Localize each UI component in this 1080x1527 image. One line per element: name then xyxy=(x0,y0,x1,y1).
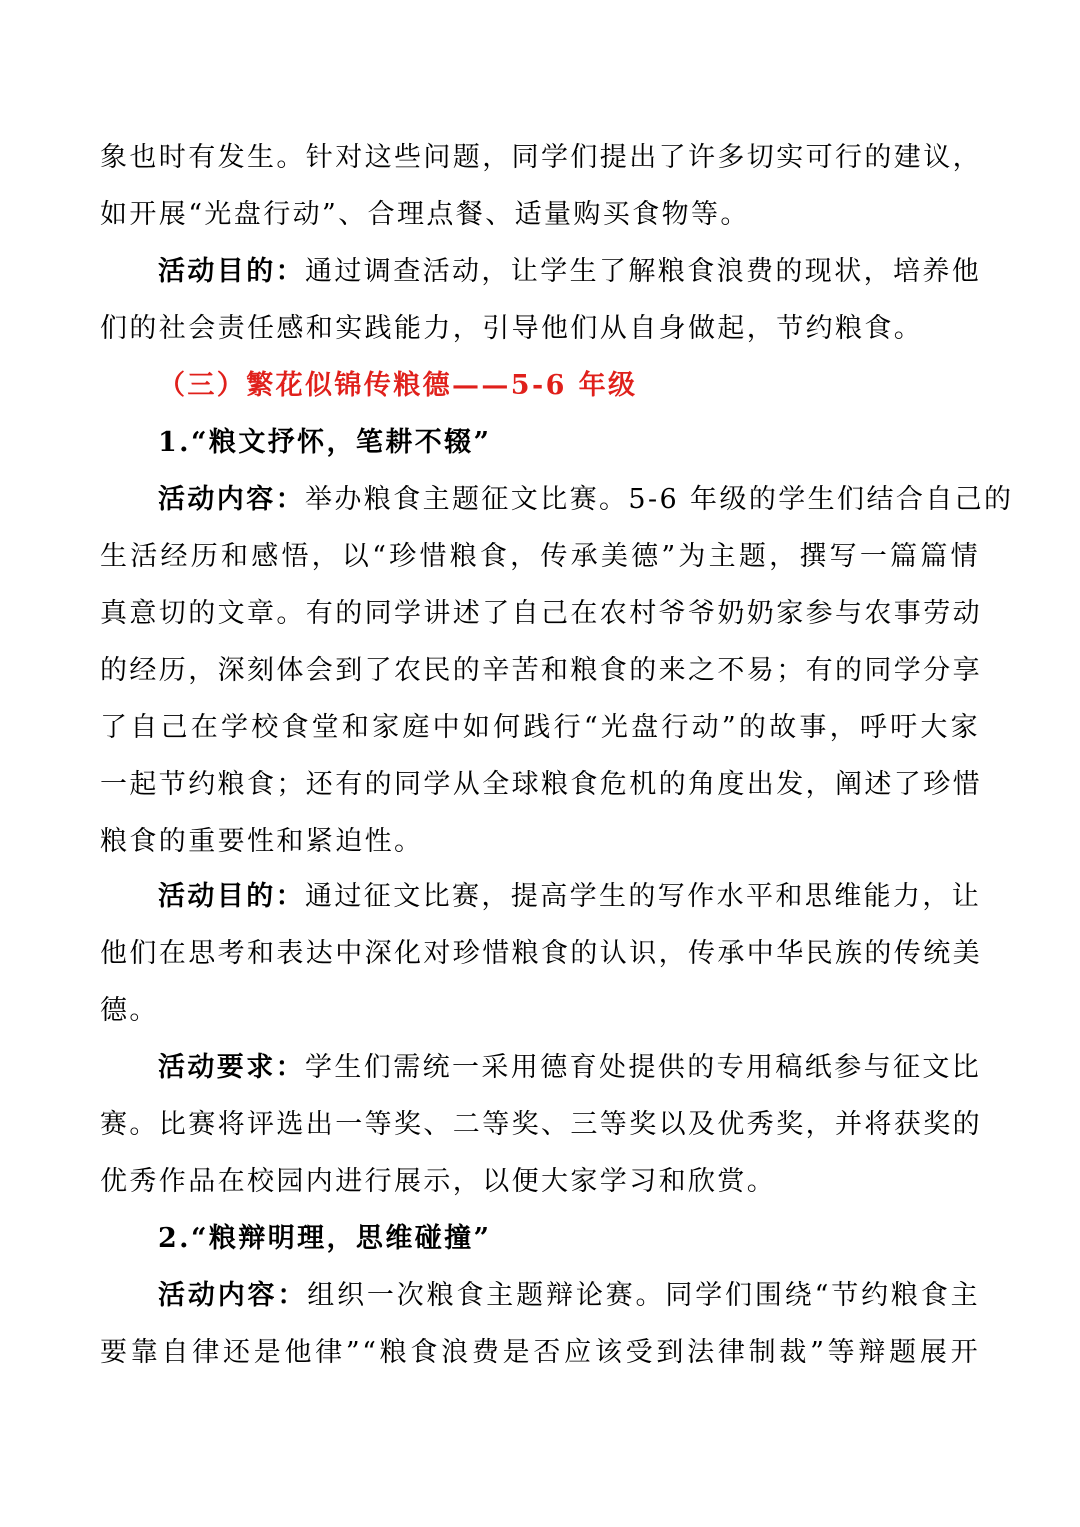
paragraph-first-line xyxy=(158,1276,980,1316)
paragraph-line: 如开展“光盘行动”、合理点餐、适量购买食物等。 xyxy=(100,199,750,230)
paragraph-line: 赛。比赛将评选出一等奖、二等奖、三等奖以及优秀奖，并将获奖的 xyxy=(100,1109,982,1140)
paragraph-text: 学生们需统一采用德育处提供的专用稿纸参与征文比 xyxy=(305,1052,982,1083)
paragraph-line: 要靠自律还是他律”“粮食浪费是否应该受到法律制裁”等辩题展开 xyxy=(100,1337,980,1368)
paragraph-text: 举办粮食主题征文比赛。5-6 年级的学生们结合自己的 xyxy=(305,484,1014,515)
paragraph-first-line xyxy=(158,252,980,292)
paragraph-line: 象也时有发生。针对这些问题，同学们提出了许多切实可行的建议， xyxy=(100,142,982,173)
paragraph-line: 真意切的文章。有的同学讲述了自己在农村爷爷奶奶家参与农事劳动 xyxy=(100,598,982,629)
activity-purpose-label: 活动目的： xyxy=(158,256,305,287)
paragraph-line: 优秀作品在校园内进行展示，以便大家学习和欣赏。 xyxy=(100,1166,777,1197)
paragraph-text: 组织一次粮食主题辩论赛。同学们围绕“节约粮食主 xyxy=(307,1280,981,1311)
activity-purpose-label: 活动目的： xyxy=(158,881,305,912)
section-heading: （三）繁花似锦传粮德——5-6 年级 xyxy=(158,370,638,401)
paragraph-text: 通过征文比赛，提高学生的写作水平和思维能力，让 xyxy=(305,881,982,912)
paragraph-line: 的经历，深刻体会到了农民的辛苦和粮食的来之不易；有的同学分享 xyxy=(100,655,982,686)
paragraph-line: 了自己在学校食堂和家庭中如何践行“光盘行动”的故事，呼吁大家 xyxy=(100,712,980,743)
activity-content-label: 活动内容： xyxy=(158,1280,308,1311)
paragraph-text: 通过调查活动，让学生了解粮食浪费的现状，培养他 xyxy=(305,256,982,287)
item-title: 2.“粮辩明理，思维碰撞” xyxy=(158,1223,492,1254)
paragraph-line: 一起节约粮食；还有的同学从全球粮食危机的角度出发，阐述了珍惜 xyxy=(100,769,982,800)
activity-requirement-label: 活动要求： xyxy=(158,1052,305,1083)
paragraph-line: 生活经历和感悟，以“珍惜粮食，传承美德”为主题，撰写一篇篇情 xyxy=(100,541,980,572)
paragraph-first-line xyxy=(158,1048,980,1088)
paragraph-line: 德。 xyxy=(100,995,159,1026)
paragraph-line: 他们在思考和表达中深化对珍惜粮食的认识，传承中华民族的传统美 xyxy=(100,938,982,969)
item-title: 1.“粮文抒怀，笔耕不辍” xyxy=(158,427,492,458)
paragraph-first-line xyxy=(158,480,1014,520)
paragraph-first-line xyxy=(158,877,980,917)
paragraph-line: 粮食的重要性和紧迫性。 xyxy=(100,826,424,857)
paragraph-line: 们的社会责任感和实践能力，引导他们从自身做起，节约粮食。 xyxy=(100,313,924,344)
activity-content-label: 活动内容： xyxy=(158,484,305,515)
